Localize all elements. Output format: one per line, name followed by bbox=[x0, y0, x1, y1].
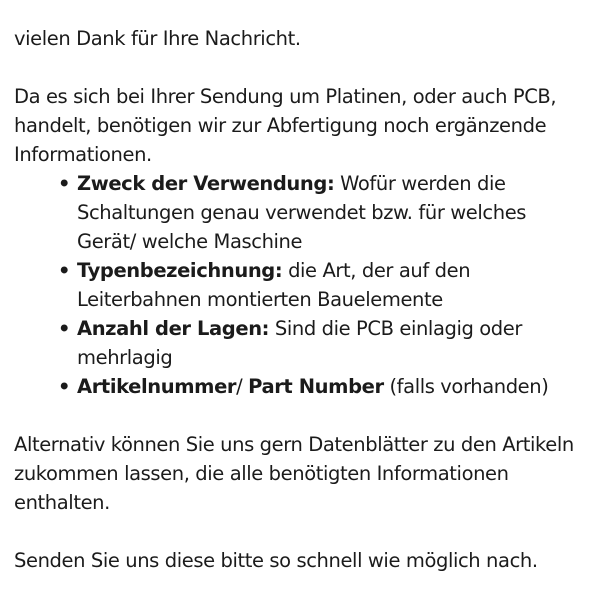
list-item-part-number-text: (falls vorhanden) bbox=[383, 375, 549, 398]
required-info-list bbox=[14, 169, 586, 401]
paragraph-gap bbox=[14, 53, 586, 82]
list-item-part-number-label: Part Number bbox=[248, 375, 384, 398]
bullet-icon: • bbox=[58, 172, 71, 195]
list-item-separator: / bbox=[236, 375, 249, 398]
bullet-icon: • bbox=[58, 375, 71, 398]
closing-paragraph: Senden Sie uns diese bitte so schnell wie möglich nach. bbox=[14, 549, 538, 572]
bullet-icon: • bbox=[58, 317, 71, 340]
bullet-icon: • bbox=[58, 259, 71, 282]
list-item-type-designation-text: die Art, der auf den Leiterbahnen montierten Bauelemente bbox=[77, 259, 471, 311]
list-item-layer-count bbox=[14, 314, 586, 372]
list-item-article-number-label: Artikelnummer bbox=[77, 375, 237, 398]
paragraph-gap bbox=[14, 401, 586, 430]
list-item-type-designation bbox=[14, 256, 586, 314]
alternative-paragraph: Alternativ können Sie uns gern Datenblätter zu den Artikeln zukommen lassen, die alle benötigten Informationen enthalten. bbox=[14, 433, 574, 514]
list-item-purpose-text: Wofür werden die Schaltungen genau verwendet bzw. für welches Gerät/ welche Maschine bbox=[77, 172, 527, 253]
email-body bbox=[14, 24, 586, 575]
greeting-text: vielen Dank für Ihre Nachricht. bbox=[14, 27, 301, 50]
list-item-layer-count-text: Sind die PCB einlagig oder mehrlagig bbox=[77, 317, 522, 369]
list-item-type-designation-label: Typenbezeichnung: bbox=[77, 259, 283, 282]
list-item-purpose-label: Zweck der Verwendung: bbox=[77, 172, 335, 195]
list-item-part-number bbox=[14, 372, 586, 401]
paragraph-gap bbox=[14, 517, 586, 546]
intro-paragraph: Da es sich bei Ihrer Sendung um Platinen, oder auch PCB, handelt, benötigen wir zur Abfertigung noch ergänzende Informationen. bbox=[14, 85, 557, 166]
list-item-layer-count-label: Anzahl der Lagen: bbox=[77, 317, 270, 340]
list-item-purpose bbox=[14, 169, 586, 256]
